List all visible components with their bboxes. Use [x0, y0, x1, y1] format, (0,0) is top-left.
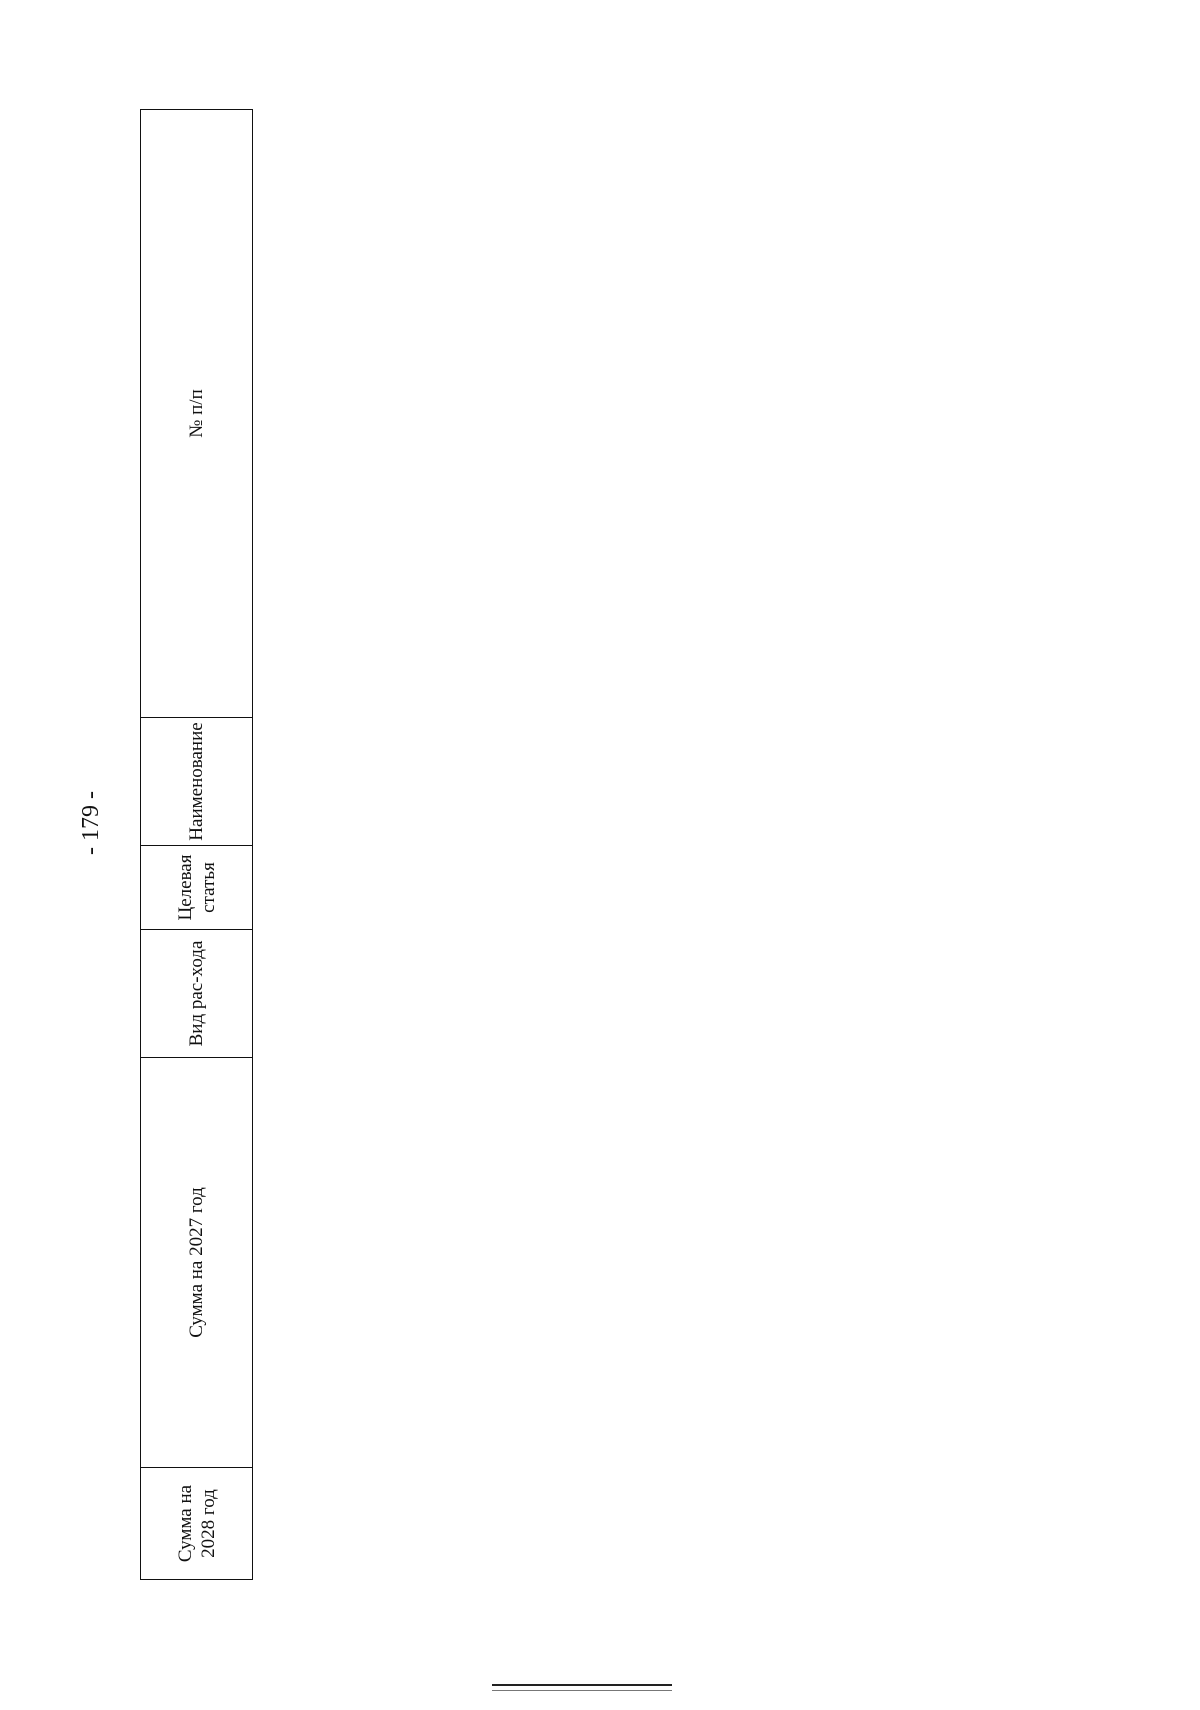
header-article: Целевая статья	[141, 846, 253, 930]
header-kind: Вид рас-хода	[141, 930, 253, 1058]
table-header	[141, 110, 253, 1580]
header-sum2028: Сумма на 2028 год	[141, 1468, 253, 1580]
page-number: - 179 -	[78, 791, 104, 855]
header-num: № п/п	[141, 110, 253, 718]
bottom-mark	[492, 1684, 672, 1691]
header-name: Наименование	[141, 718, 253, 846]
budget-table	[140, 109, 253, 1580]
budget-table-rotated	[140, 110, 1092, 1580]
header-sum2027: Сумма на 2027 год	[141, 1058, 253, 1468]
